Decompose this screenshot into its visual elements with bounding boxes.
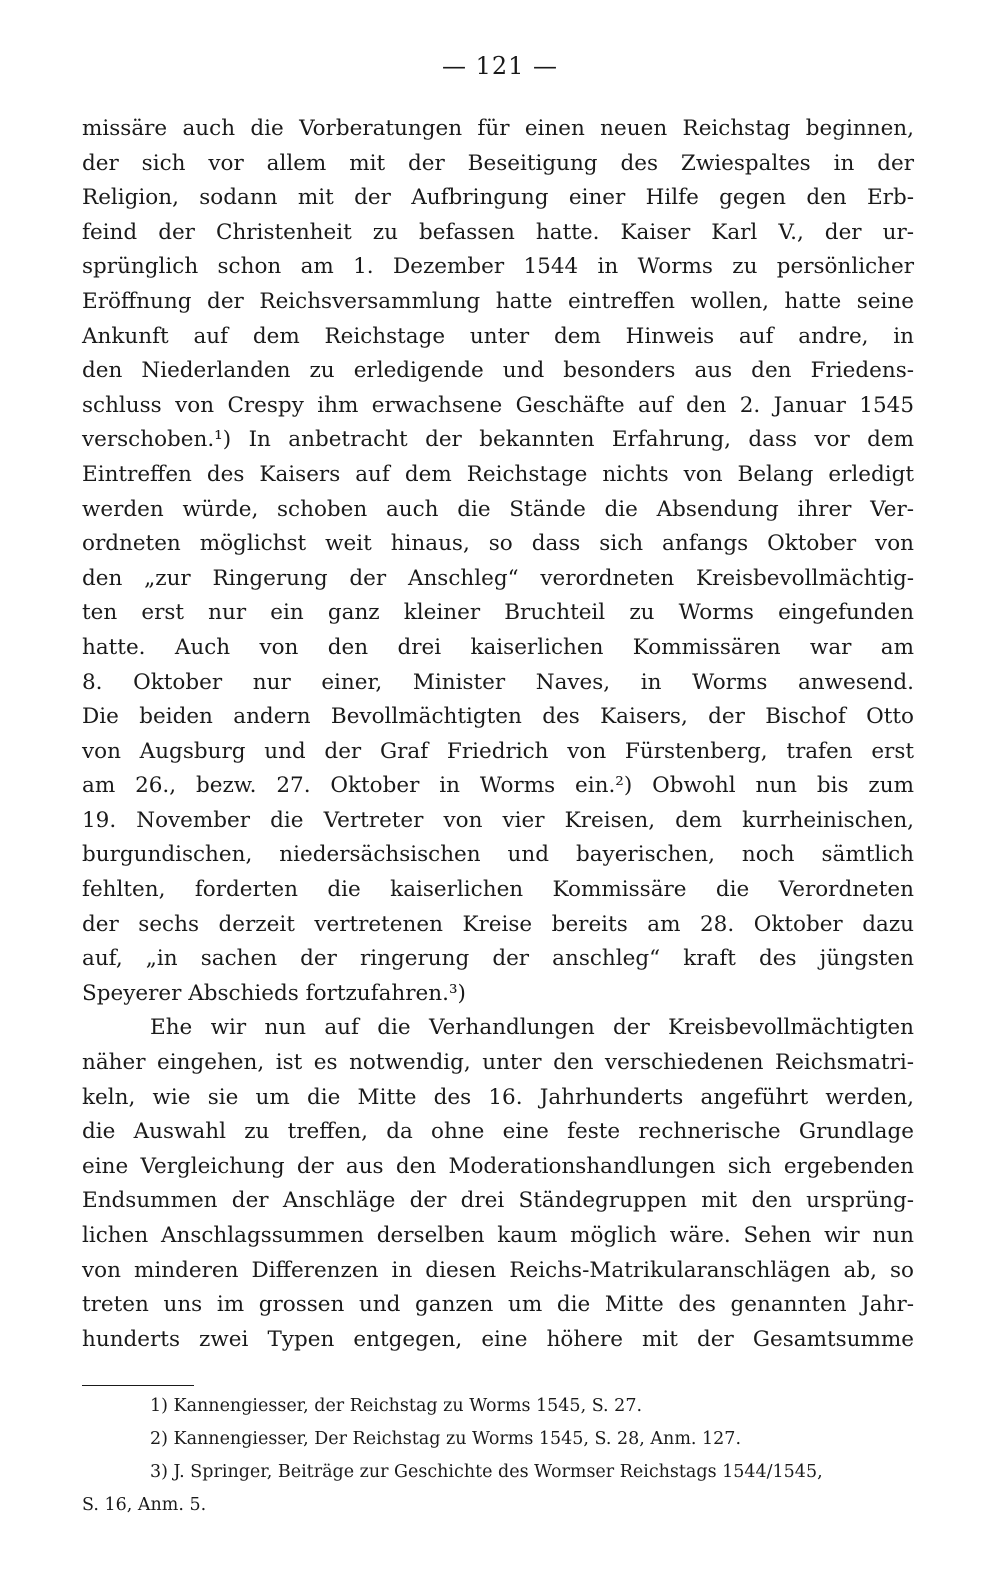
text-line: verschoben.¹) In anbetracht der bekannten Erfahrung, dass vor dem (82, 427, 914, 453)
text-line: ordneten möglichst weit hinaus, so dass sich anfangs Oktober von (82, 531, 914, 557)
text-line: den Niederlanden zu erledigende und besonders aus den Friedens- (82, 358, 914, 384)
text-line: ten erst nur ein ganz kleiner Bruchteil zu Worms eingefunden (82, 600, 914, 626)
text-line: fehlten, forderten die kaiserlichen Kommissäre die Verordneten (82, 877, 914, 903)
footnotes (82, 1390, 914, 1522)
text-line: treten uns im grossen und ganzen um die Mitte des genannten Jahr- (82, 1292, 914, 1318)
paragraph-start-line: Ehe wir nun auf die Verhandlungen der Kreisbevollmächtigten (150, 1015, 914, 1041)
footnote-3: 3) J. Springer, Beiträge zur Geschichte des Wormser Reichstags 1544/1545, (150, 1462, 823, 1482)
text-line: hatte. Auch von den drei kaiserlichen Kommissären war am (82, 634, 914, 660)
text-line: von minderen Differenzen in diesen Reichs-Matrikularanschlägen ab, so (82, 1257, 914, 1283)
text-line: Die beiden andern Bevollmächtigten des Kaisers, der Bischof Otto (82, 704, 914, 730)
text-line: sprünglich schon am 1. Dezember 1544 in Worms zu persönlicher (82, 254, 914, 280)
text-line: auf, „in sachen der ringerung der anschleg“ kraft des jüngsten (82, 946, 914, 972)
text-line: Ankunft auf dem Reichstage unter dem Hinweis auf andre, in (82, 323, 914, 349)
text-line: Eintreffen des Kaisers auf dem Reichstage nichts von Belang erledigt (82, 461, 914, 487)
text-line: den „zur Ringerung der Anschleg“ verordneten Kreisbevollmächtig- (82, 565, 914, 591)
text-line: 8. Oktober nur einer, Minister Naves, in Worms anwesend. (82, 669, 914, 695)
text-line: burgundischen, niedersächsischen und bayerischen, noch sämtlich (82, 842, 914, 868)
text-line: Religion, sodann mit der Aufbringung einer Hilfe gegen den Erb- (82, 185, 914, 211)
text-line: 19. November die Vertreter von vier Kreisen, dem kurrheinischen, (82, 807, 914, 833)
text-line: schluss von Crespy ihm erwachsene Geschäfte auf den 2. Januar 1545 (82, 392, 914, 418)
text-line: keln, wie sie um die Mitte des 16. Jahrhunderts angeführt werden, (82, 1084, 914, 1110)
text-line: der sechs derzeit vertretenen Kreise bereits am 28. Oktober dazu (82, 911, 914, 937)
text-line: Endsummen der Anschläge der drei Ständegruppen mit den ursprüng- (82, 1188, 914, 1214)
footnote-3-continuation: S. 16, Anm. 5. (82, 1495, 207, 1515)
footnote-1: 1) Kannengiesser, der Reichstag zu Worms 1545, S. 27. (150, 1396, 643, 1416)
page-number: — 121 — (441, 52, 559, 80)
text-line: am 26., bezw. 27. Oktober in Worms ein.²) Obwohl nun bis zum (82, 773, 914, 799)
text-line: lichen Anschlagssummen derselben kaum möglich wäre. Sehen wir nun (82, 1223, 914, 1248)
text-line: Eröffnung der Reichsversammlung hatte eintreffen wollen, hatte seine (82, 288, 914, 314)
footnote-divider (82, 1385, 194, 1386)
text-line: die Auswahl zu treffen, da ohne eine feste rechnerische Grundlage (82, 1119, 914, 1145)
text-line: eine Vergleichung der aus den Moderationshandlungen sich ergebenden (82, 1153, 914, 1179)
text-line: hunderts zwei Typen entgegen, eine höhere mit der Gesamtsumme (82, 1326, 914, 1352)
text-line: näher eingehen, ist es notwendig, unter den verschiedenen Reichsmatri- (82, 1050, 914, 1076)
body-text (82, 112, 914, 1357)
paragraph-end-line: Speyerer Abschieds fortzufahren.³) (82, 980, 466, 1006)
text-line: der sich vor allem mit der Beseitigung des Zwiespaltes in der (82, 150, 914, 176)
text-line: von Augsburg und der Graf Friedrich von Fürstenberg, trafen erst (82, 738, 914, 764)
text-line: werden würde, schoben auch die Stände die Absendung ihrer Ver- (82, 496, 914, 522)
text-line: missäre auch die Vorberatungen für einen neuen Reichstag beginnen, (82, 116, 914, 141)
text-line: feind der Christenheit zu befassen hatte. Kaiser Karl V., der ur- (82, 219, 914, 245)
footnote-2: 2) Kannengiesser, Der Reichstag zu Worms 1545, S. 28, Anm. 127. (150, 1429, 742, 1449)
